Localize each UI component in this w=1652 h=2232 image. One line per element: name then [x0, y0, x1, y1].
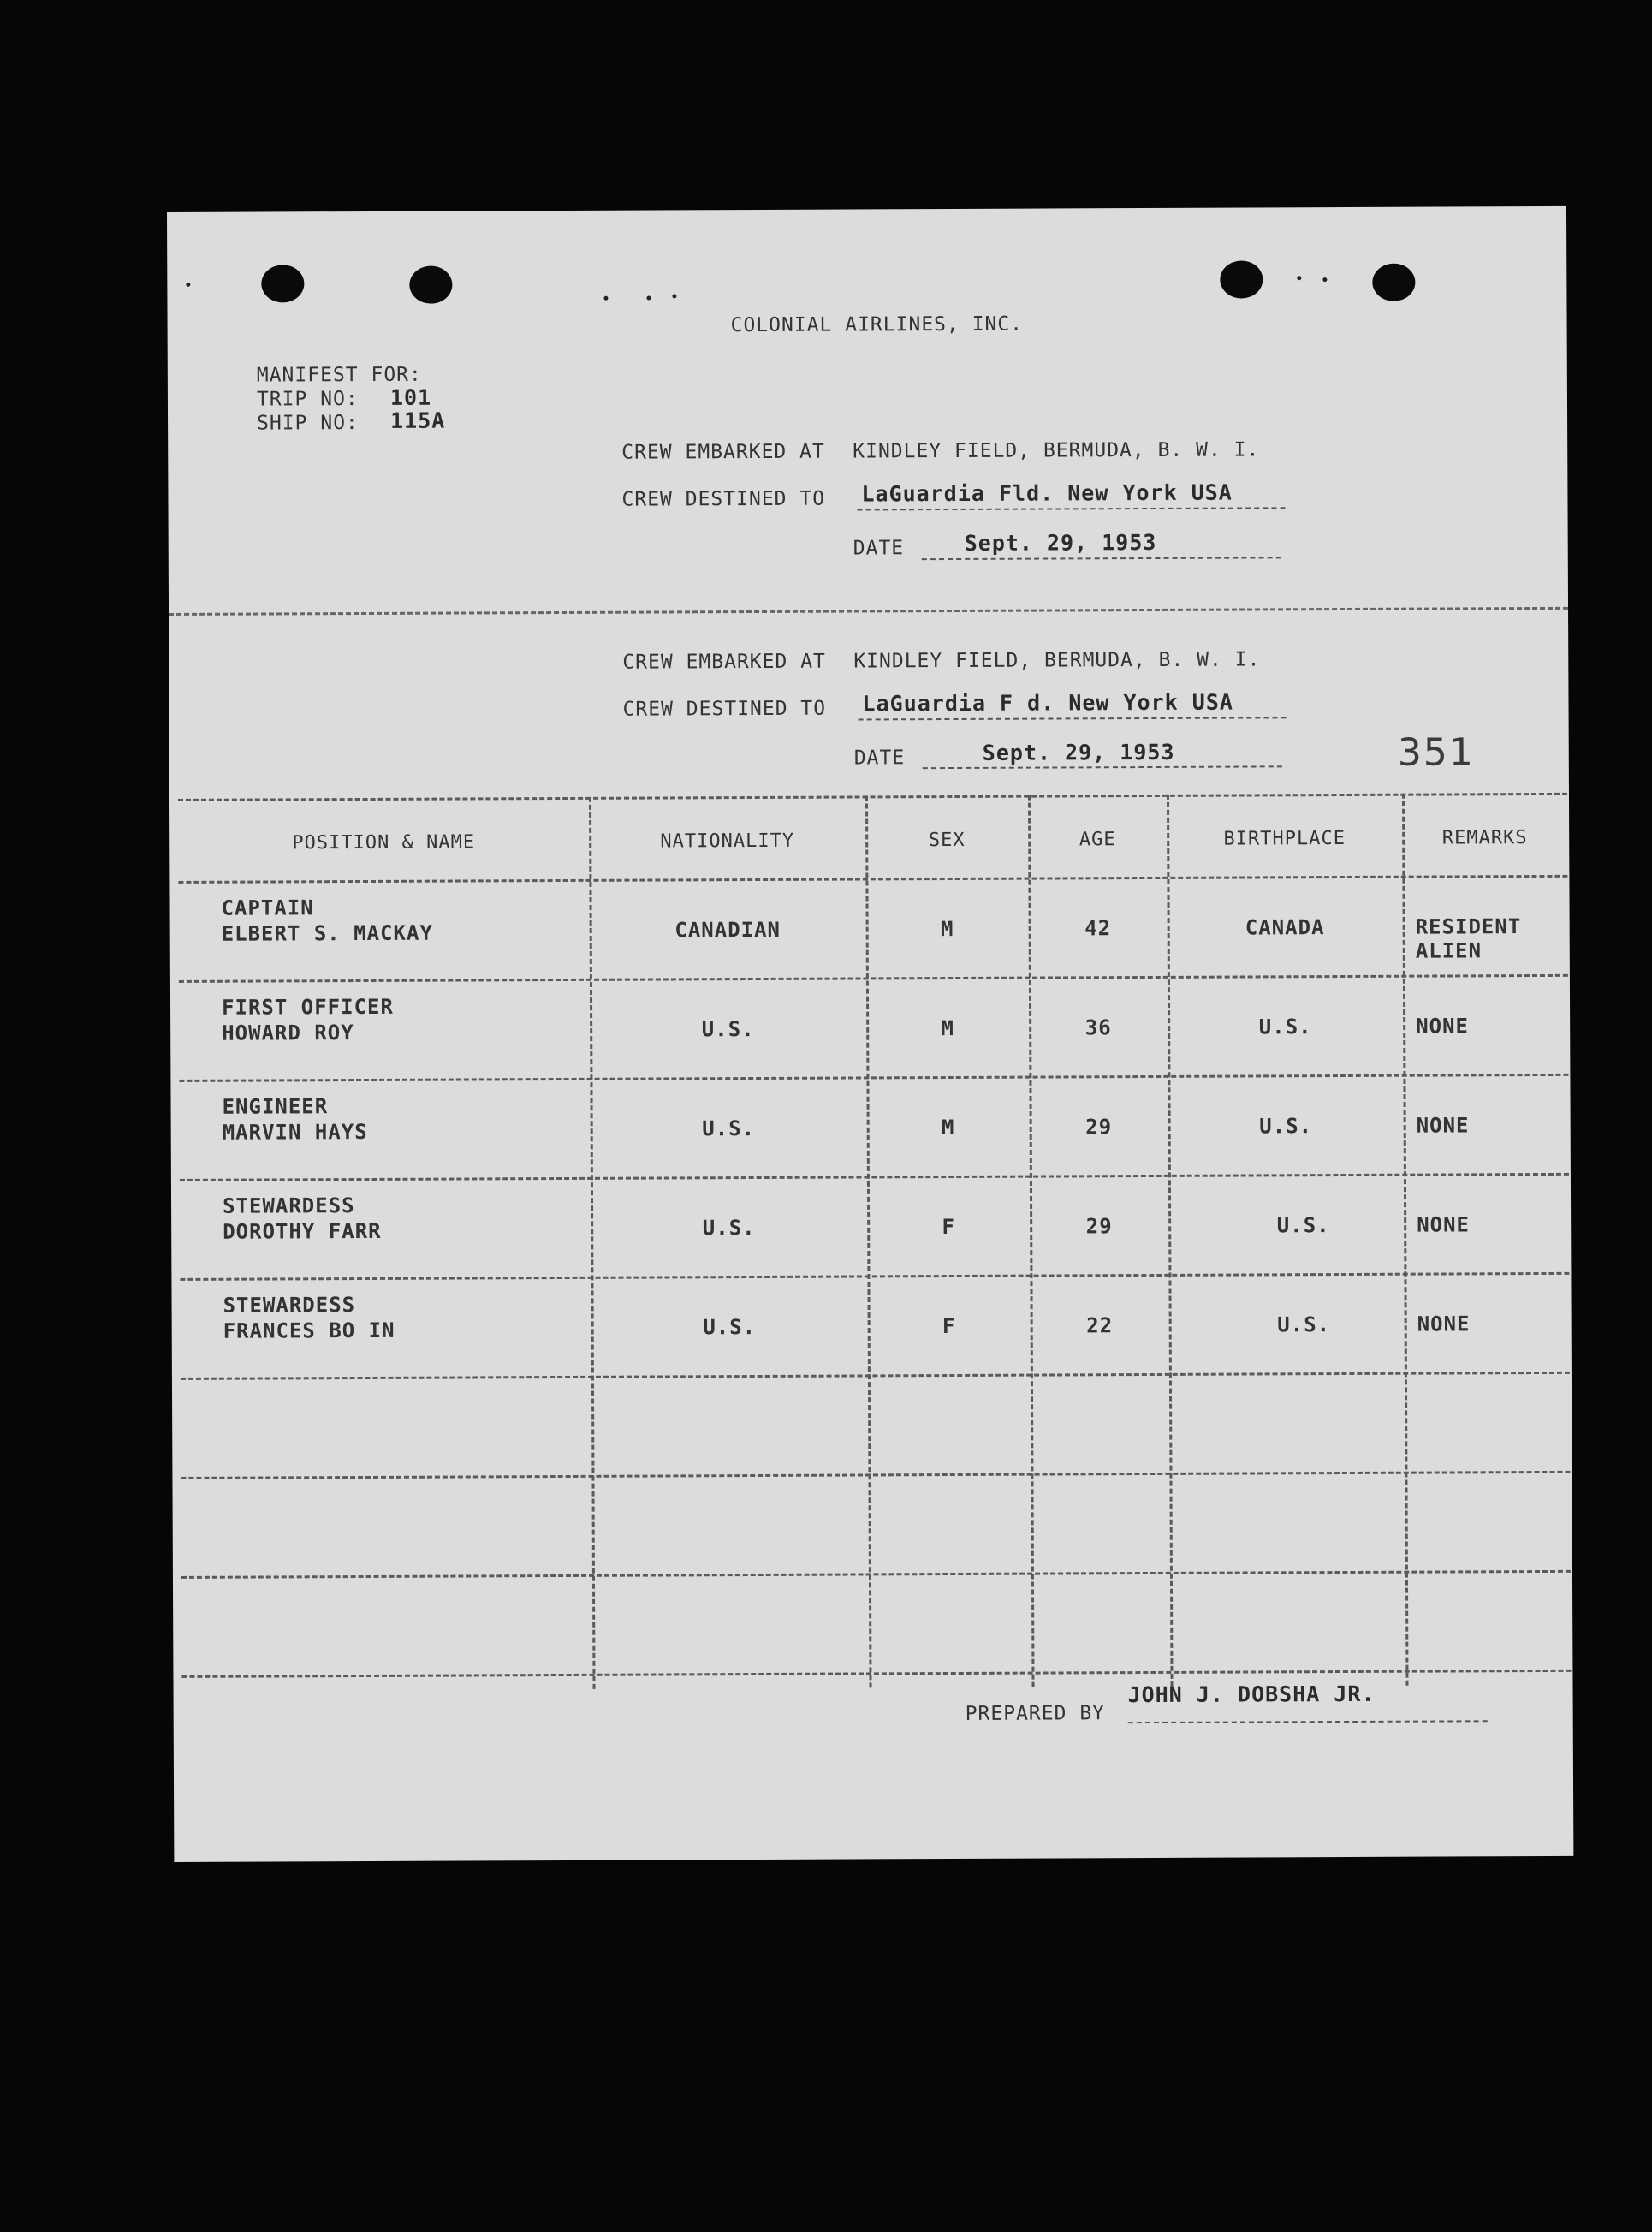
cell-age: 36 [1084, 1015, 1112, 1040]
cell-position: FIRST OFFICER [221, 994, 394, 1020]
destined-underline-1 [858, 507, 1286, 510]
cell-name: ELBERT S. MACKAY [221, 920, 433, 946]
cell-position: CAPTAIN [221, 896, 314, 920]
cell-birthplace: CANADA [1245, 915, 1325, 940]
trip-no-label: TRIP NO: [256, 388, 359, 411]
punch-hole-left-1 [261, 265, 304, 302]
cell-position: ENGINEER [222, 1094, 329, 1119]
date-underline-2 [923, 765, 1282, 769]
cell-sex: M [941, 1115, 955, 1140]
cell-sex: M [940, 916, 954, 942]
row-border [180, 1173, 1569, 1181]
cell-remarks: NONE [1416, 1014, 1470, 1039]
cell-sex: M [941, 1015, 954, 1041]
table-bottom-border [181, 1670, 1571, 1678]
cell-name: MARVIN HAYS [222, 1119, 368, 1145]
punch-hole-left-2 [409, 266, 452, 304]
manifest-for-label: MANIFEST FOR: [256, 363, 422, 387]
cell-remarks-line2: ALIEN [1415, 938, 1483, 963]
row-border [180, 1272, 1569, 1281]
cell-birthplace: U.S. [1277, 1312, 1331, 1337]
cell-nationality: U.S. [701, 1017, 755, 1042]
header-age: AGE [1079, 829, 1116, 851]
trip-no-value: 101 [389, 384, 432, 410]
mark-dot [603, 296, 608, 301]
cell-nationality: U.S. [702, 1216, 756, 1241]
punch-hole-right-2 [1372, 264, 1415, 301]
cell-sex: F [942, 1313, 956, 1339]
row-border [179, 1074, 1568, 1082]
embarked-value-2: KINDLEY FIELD, BERMUDA, B. W. I. [853, 648, 1261, 673]
date-underline-1 [922, 557, 1281, 560]
cell-name: DOROTHY FARR [223, 1218, 382, 1244]
table-top-border [178, 793, 1567, 801]
page-number: 351 [1397, 730, 1475, 775]
cell-remarks: NONE [1416, 1113, 1470, 1138]
embarked-value-1: KINDLEY FIELD, BERMUDA, B. W. I. [853, 438, 1260, 463]
prepared-by-underline [1128, 1720, 1488, 1723]
date-label-2: DATE [853, 747, 906, 770]
destined-value-1: LaGuardia Fld. New York USA [861, 479, 1233, 507]
section-separator [169, 607, 1568, 616]
mark-dot [186, 283, 190, 287]
cell-nationality: CANADIAN [674, 917, 781, 943]
destined-value-2: LaGuardia F d. New York USA [862, 689, 1233, 717]
header-birthplace: BIRTHPLACE [1223, 827, 1346, 850]
header-remarks: REMARKS [1441, 827, 1528, 849]
mark-dot [672, 294, 676, 298]
column-divider [1402, 794, 1409, 1686]
header-nationality: NATIONALITY [660, 830, 795, 853]
cell-birthplace: U.S. [1259, 1114, 1313, 1139]
cell-birthplace: U.S. [1276, 1213, 1330, 1238]
crew-table [178, 793, 1572, 1691]
cell-name: HOWARD ROY [222, 1021, 354, 1045]
cell-age: 22 [1086, 1313, 1114, 1338]
cell-nationality: U.S. [703, 1315, 757, 1340]
cell-age: 29 [1085, 1115, 1113, 1140]
embarked-label-2: CREW EMBARKED AT [622, 650, 826, 674]
punch-hole-right-1 [1220, 260, 1263, 298]
prepared-by-value: JOHN J. DOBSHA JR. [1127, 1681, 1376, 1708]
mark-dot [646, 296, 651, 301]
cell-birthplace: U.S. [1258, 1015, 1312, 1039]
mark-dot [1297, 276, 1301, 280]
date-value-1: Sept. 29, 1953 [964, 529, 1157, 556]
cell-age: 29 [1085, 1214, 1113, 1239]
company-title: COLONIAL AIRLINES, INC. [730, 312, 1024, 337]
ship-no-value: 115A [390, 408, 446, 433]
date-value-2: Sept. 29, 1953 [982, 739, 1175, 765]
cell-age: 42 [1084, 916, 1112, 941]
destined-label-1: CREW DESTINED TO [621, 487, 826, 511]
manifest-sheet [167, 206, 1573, 1862]
cell-remarks: NONE [1417, 1312, 1471, 1336]
mark-dot [1322, 277, 1327, 282]
cell-remarks: NONE [1417, 1212, 1471, 1237]
destined-label-2: CREW DESTINED TO [622, 697, 827, 721]
cell-position: STEWARDESS [223, 1193, 355, 1218]
cell-remarks: RESIDENT [1415, 914, 1522, 939]
header-position-name: POSITION & NAME [292, 831, 476, 854]
embarked-label-1: CREW EMBARKED AT [621, 440, 825, 464]
prepared-by-label: PREPARED BY [965, 1702, 1106, 1725]
cell-name: FRANCES BO IN [223, 1318, 395, 1343]
destined-underline-2 [859, 717, 1287, 720]
row-border [179, 974, 1568, 983]
cell-sex: F [942, 1214, 955, 1240]
table-header-border [178, 875, 1567, 884]
row-border [181, 1471, 1570, 1479]
date-label-1: DATE [853, 537, 905, 560]
cell-nationality: U.S. [702, 1116, 756, 1141]
row-border [181, 1372, 1570, 1380]
ship-no-label: SHIP NO: [257, 412, 359, 435]
row-border [181, 1570, 1571, 1579]
cell-position: STEWARDESS [223, 1293, 356, 1318]
header-sex: SEX [928, 829, 966, 852]
